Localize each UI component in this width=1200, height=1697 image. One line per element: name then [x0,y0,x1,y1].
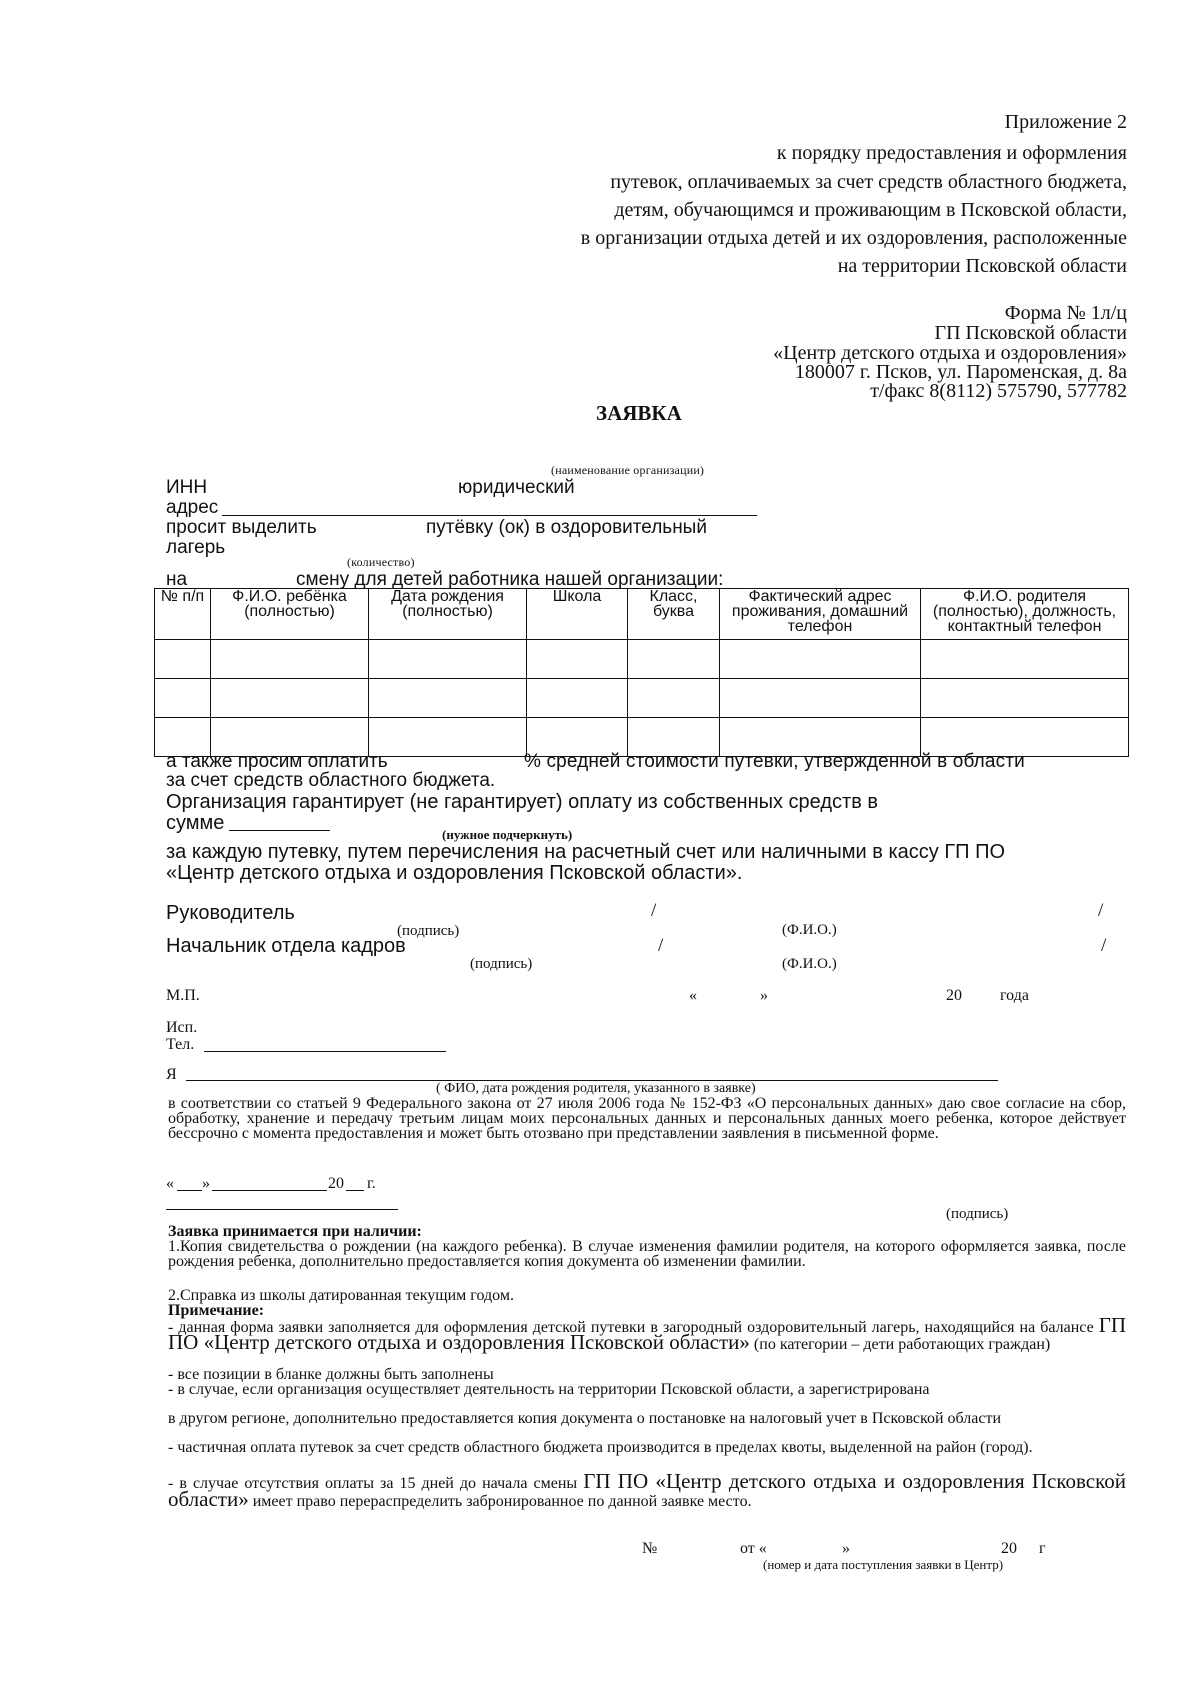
col-class: Класс, буква [628,589,720,640]
performer-label: Исп. [166,1019,198,1036]
hr-slash-2: / [1101,935,1107,956]
footer-year: 20 [1001,1540,1017,1557]
hr-fio-caption: (Ф.И.О.) [782,956,837,972]
table-cell[interactable] [211,640,369,679]
table-row [155,640,1129,679]
sum-label: сумме [166,812,225,834]
form-org: ГП Псковской области [934,322,1127,344]
note-4: в другом регионе, дополнительно предоставляется копия документа о постановке на налоговый учет в Псковской области [168,1410,1002,1427]
appendix-line-6: на территории Псковской области [837,255,1127,277]
col-school: Школа [527,589,628,640]
note-6 [168,1469,1126,1511]
table-cell[interactable] [369,640,527,679]
date-year: 20 [946,987,962,1004]
footer-caption: (номер и дата поступления заявки в Центр) [763,1557,1004,1572]
consent-quote-close: » [202,1175,210,1192]
form-phone: т/факс 8(8112) 575790, 577782 [870,380,1127,402]
underline-hint: (нужное подчеркнуть) [442,827,573,842]
table-cell[interactable] [921,679,1129,718]
col-number: № п/п [155,589,211,640]
i-label: Я [166,1066,177,1083]
appendix-line-4: детям, обучающимся и проживающим в Псковской области, [614,199,1127,221]
appendix-line-3: путевок, оплачиваемых за счет средств областного бюджета, [610,171,1127,193]
col-parent: Ф.И.О. родителя (полностью), должность, контактный телефон [921,589,1129,640]
col-address: Фактический адрес проживания, домашний телефон [720,589,921,640]
table-cell[interactable] [527,640,628,679]
count-caption: (количество) [347,555,415,569]
voucher-label: путёвку (ок) в оздоровительный [426,517,707,538]
note-1 [168,1313,1127,1354]
applicants-table [154,588,1129,757]
hr-label: Начальник отдела кадров [166,935,406,957]
col-child-name: Ф.И.О. ребёнка (полностью) [211,589,369,640]
budget-label: за счет средств областного бюджета. [166,770,496,791]
page-title: ЗАЯВКА [596,401,682,425]
table-cell[interactable] [921,640,1129,679]
footer-from: от « [740,1540,767,1557]
consent-day-line[interactable] [177,1190,202,1191]
hr-slash-1: / [658,935,664,956]
note-5: - частичная оплата путевок за счет средств областного бюджета производится в пределах квоты, выделенной на район (город). [168,1439,1033,1456]
table-cell[interactable] [628,640,720,679]
consent-year: 20 [328,1175,344,1192]
requirement-1: 1.Копия свидетельства о рождении (на каждого ребенка). В случае изменения фамилии родителя, на которого оформляется заявка, после рождения ребенка, дополнительно предоставляется копия документа об изменении фамилии. [168,1238,1126,1270]
phone-label: Тел. [166,1036,195,1053]
percent-label: % средней стоимости путевки, утвержденной в области [524,751,1025,772]
note-6-text: - в случае отсутствия оплаты за 15 дней до начала смены [168,1475,578,1492]
table-cell[interactable] [211,679,369,718]
head-slash-2: / [1098,900,1104,921]
center-label: «Центр детского отдыха и оздоровления Псковской области». [166,862,743,884]
consent-month-line[interactable] [212,1190,327,1191]
date-quote-open: « [689,987,697,1004]
consent-text: в соответствии со статьей 9 Федерального закона от 27 июля 2006 года № 152-ФЗ «О персональных данных» даю свое согласие на сбор, обработку, хранение и передачу третьим лицам моих персональных данных и персональных данных моего ребенка, которое действует бессрочно с момента предоставления и может быть отозвано при представлении заявления в письменной форме. [168,1095,1126,1142]
appendix-line-1: Приложение 2 [1004,111,1127,133]
also-label: а также просим оплатить [166,751,388,772]
table-row [155,679,1129,718]
note-3: - в случае, если организация осуществляет деятельность на территории Псковской области, а зарегистрирована [168,1381,930,1398]
each-label: за каждую путевку, путем перечисления на расчетный счет или наличными в кассу ГП ПО [166,841,1006,863]
request-label: просит выделить [166,517,317,538]
head-fio-caption: (Ф.И.О.) [782,922,837,938]
note-2: - все позиции в бланке должны быть заполнены [168,1366,494,1383]
address-line[interactable] [222,515,757,516]
legal-label: юридический [458,477,575,498]
note-6-rest: имеет право перераспределить забронированное по данной заявке место. [252,1493,752,1510]
note-1-org: ГП ПО «Центр детского отдыха и оздоровления Псковской области» [168,1313,1127,1354]
date-year-word: года [1000,987,1029,1004]
org-name-caption: (наименование организации) [551,463,705,477]
note-1-text: - данная форма заявки заполняется для оформления детской путевки в загородный оздоровительный лагерь, находящийся на балансе [168,1319,1094,1336]
consent-year-line[interactable] [346,1190,364,1191]
col-birth-date: Дата рождения (полностью) [369,589,527,640]
form-number: Форма № 1л/ц [1004,302,1127,324]
consent-quote-open: « [166,1175,174,1192]
camp-label: лагерь [166,537,226,558]
table-cell[interactable] [369,718,527,757]
note-6-org: ГП ПО «Центр детского отдыха и оздоровления Псковской области» [168,1469,1126,1511]
date-quote-close: » [760,987,768,1004]
requirement-2: 2.Справка из школы датированная текущим годом. [168,1287,514,1304]
phone-line[interactable] [204,1051,446,1052]
table-cell[interactable] [628,679,720,718]
table-cell[interactable] [369,679,527,718]
note-1-category: (по категории – дети работающих граждан) [753,1336,1051,1353]
footer-g: г [1039,1540,1046,1557]
head-signature-caption: (подпись) [397,923,460,939]
note-heading: Примечание: [168,1302,265,1319]
form-center: «Центр детского отдыха и оздоровления» [773,342,1127,364]
parent-fio-caption: ( ФИО, дата рождения родителя, указанного в заявке) [436,1081,756,1096]
address-label: адрес [166,497,219,518]
stamp-label: М.П. [166,987,200,1004]
guarantee-label: Организация гарантирует (не гарантирует) оплату из собственных средств в [166,791,879,813]
head-label: Руководитель [166,902,295,924]
inn-label: ИНН [166,477,208,498]
form-address: 180007 г. Псков, ул. Пароменская, д. 8а [794,361,1127,383]
table-cell[interactable] [720,679,921,718]
table-cell[interactable] [527,679,628,718]
table-cell[interactable] [720,640,921,679]
shift-label: смену для детей работника нашей организации: [296,569,724,590]
requirements-heading: Заявка принимается при наличии: [168,1223,422,1240]
hr-signature-caption: (подпись) [470,956,533,972]
on-label: на [166,569,188,590]
appendix-line-5: в организации отдыха детей и их оздоровления, расположенные [580,227,1127,249]
head-slash-1: / [651,900,657,921]
table-header-row [155,589,1129,640]
footer-quote-close: » [842,1540,850,1557]
table-cell[interactable] [155,640,211,679]
appendix-line-2: к порядку предоставления и оформления [776,142,1127,164]
consent-sign-line[interactable] [166,1209,398,1210]
table-cell[interactable] [155,679,211,718]
consent-sign-caption: (подпись) [946,1206,1009,1222]
footer-number: № [642,1540,658,1557]
consent-g: г. [367,1175,376,1192]
sum-line[interactable] [229,830,330,831]
